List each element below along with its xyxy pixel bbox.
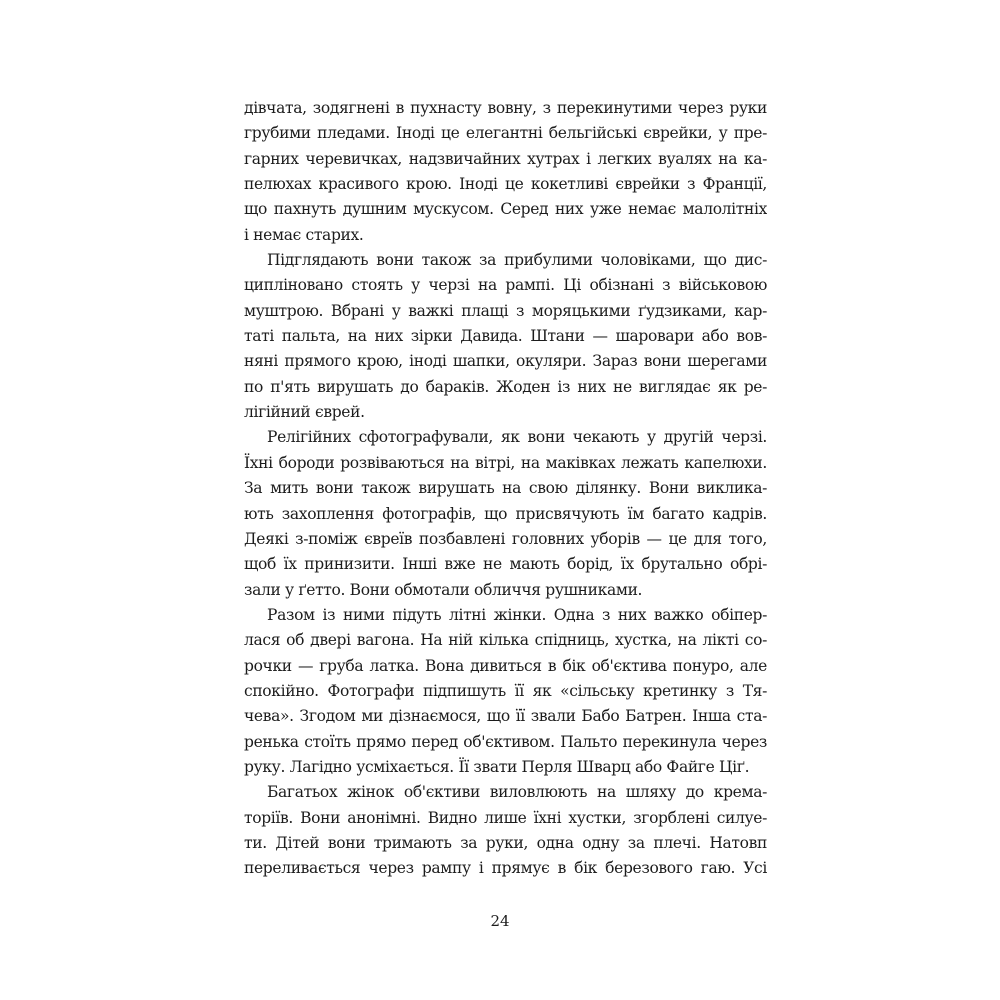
text-line: грубими пледами. Іноді це елегантні бельгійські єврейки, у пре-	[244, 124, 767, 143]
page-number: 24	[490, 912, 510, 930]
text-line: За мить вони також вирушать на свою ділянку. Вони виклика-	[244, 479, 767, 498]
text-line: спокійно. Фотографи підпишуть її як «сільську кретинку з Тя-	[244, 681, 767, 700]
text-line: і немає старих.	[244, 225, 364, 244]
text-line: лася об двері вагона. На ній кілька спідниць, хустка, на лікті со-	[244, 631, 767, 650]
text-line: ципліновано стоять у черзі на рампі. Ці обізнані з військовою	[244, 276, 767, 295]
text-line: гарних черевичках, надзвичайних хутрах і легких вуалях на ка-	[244, 149, 767, 168]
text-line: таті пальта, на них зірки Давида. Штани — шаровари або вов-	[244, 327, 767, 346]
text-line: що пахнуть душним мускусом. Серед них уже немає малолітніх	[244, 200, 767, 219]
text-line: рочки — груба латка. Вона дивиться в бік об'єктива понуро, але	[244, 656, 767, 675]
text-line: чева». Згодом ми дізнаємося, що її звали Бабо Батрен. Інша ста-	[244, 707, 767, 726]
text-line: Багатьох жінок об'єктиви виловлюють на шляху до крема-	[267, 783, 767, 802]
text-line: муштрою. Вбрані у важкі плащі з моряцькими ґудзиками, кар-	[244, 301, 767, 320]
text-line: руку. Лагідно усміхається. Її звати Перля Шварц або Файге Ціґ.	[244, 757, 750, 776]
text-line: переливається через рампу і прямує в бік березового гаю. Усі	[244, 859, 767, 878]
body-text	[244, 96, 767, 882]
text-line: зали у ґетто. Вони обмотали обличчя рушниками.	[244, 580, 643, 599]
text-line: лігійний єврей.	[244, 403, 365, 422]
text-line: торіїв. Вони анонімні. Видно лише їхні хустки, згорблені силуе-	[244, 808, 767, 827]
text-line: щоб їх принизити. Інші вже не мають борід, їх брутально обрі-	[244, 555, 767, 574]
text-line: Їхні бороди розвіваються на вітрі, на маківках лежать капелюхи.	[244, 453, 767, 472]
text-line: пелюхах красивого крою. Іноді це кокетливі єврейки з Франції,	[244, 175, 767, 194]
text-line: дівчата, зодягнені в пухнасту вовну, з перекинутими через руки	[244, 99, 767, 117]
text-line: ють захоплення фотографів, що присвячують їм багато кадрів.	[244, 504, 767, 523]
text-line: Підглядають вони також за прибулими чоловіками, що дис-	[267, 251, 767, 270]
text-line: Релігійних сфотографували, як вони чекають у другій черзі.	[267, 428, 767, 447]
text-line: ти. Дітей вони тримають за руки, одна одну за плечі. Натовп	[244, 833, 767, 852]
text-line: няні прямого крою, іноді шапки, окуляри. Зараз вони шерегами	[244, 352, 767, 371]
text-line: Разом із ними підуть літні жінки. Одна з них важко обіпер-	[267, 605, 767, 624]
text-line: ренька стоїть прямо перед об'єктивом. Пальто перекинула через	[244, 732, 767, 751]
text-line: по п'ять вирушать до бараків. Жоден із них не виглядає як ре-	[244, 377, 767, 396]
text-line: Деякі з-поміж євреїв позбавлені головних уборів — це для того,	[244, 529, 767, 548]
